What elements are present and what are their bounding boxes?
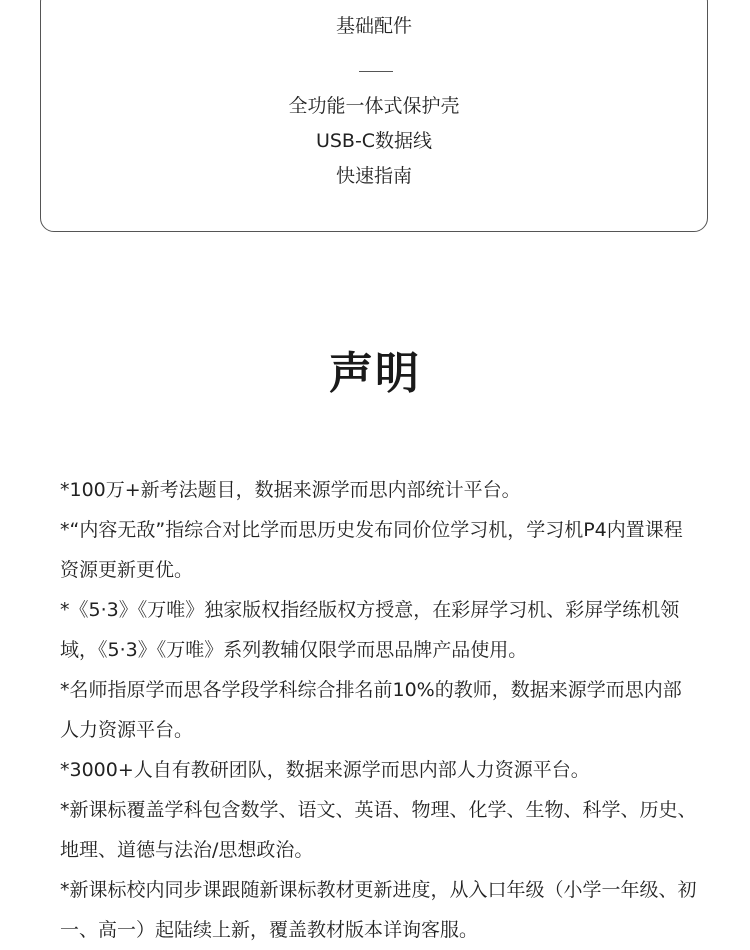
statement-item: *新课标校内同步课跟随新课标教材更新进度，从入口年级（小学一年级、初一、高一）起陆续上新，覆盖教材版本详询客服。	[60, 879, 697, 941]
statement-item: *名师指原学而思各学段学科综合排名前10%的教师，数据来源学而思内部人力资源平台。	[60, 679, 682, 741]
accessories-title: 基础配件	[335, 15, 412, 37]
accessory-item: USB-C数据线	[315, 130, 433, 152]
accessories-divider	[359, 71, 393, 72]
statement-item: *《5·3》《万唯》独家版权指经版权方授意，在彩屏学习机、彩屏学练机领域，《5·3》《万唯》系列教辅仅限学而思品牌产品使用。	[60, 599, 680, 661]
accessories-card	[40, 0, 708, 232]
statement-item: *3000+人自有教研团队，数据来源学而思内部人力资源平台。	[60, 759, 590, 781]
accessories-list	[41, 89, 707, 194]
declaration-title: 声明	[329, 348, 421, 399]
statement-item: *“内容无敌”指综合对比学而思历史发布同价位学习机，学习机P4内置课程资源更新更优。	[60, 519, 683, 581]
accessory-item: 全功能一体式保护壳	[288, 95, 460, 117]
statement-item: *100万+新考法题目，数据来源学而思内部统计平台。	[60, 479, 521, 501]
statement-item: *新课标覆盖学科包含数学、语文、英语、物理、化学、生物、科学、历史、地理、道德与法治/思想政治。	[60, 799, 697, 861]
accessory-item: 快速指南	[335, 165, 412, 187]
declaration-statements	[60, 470, 698, 950]
